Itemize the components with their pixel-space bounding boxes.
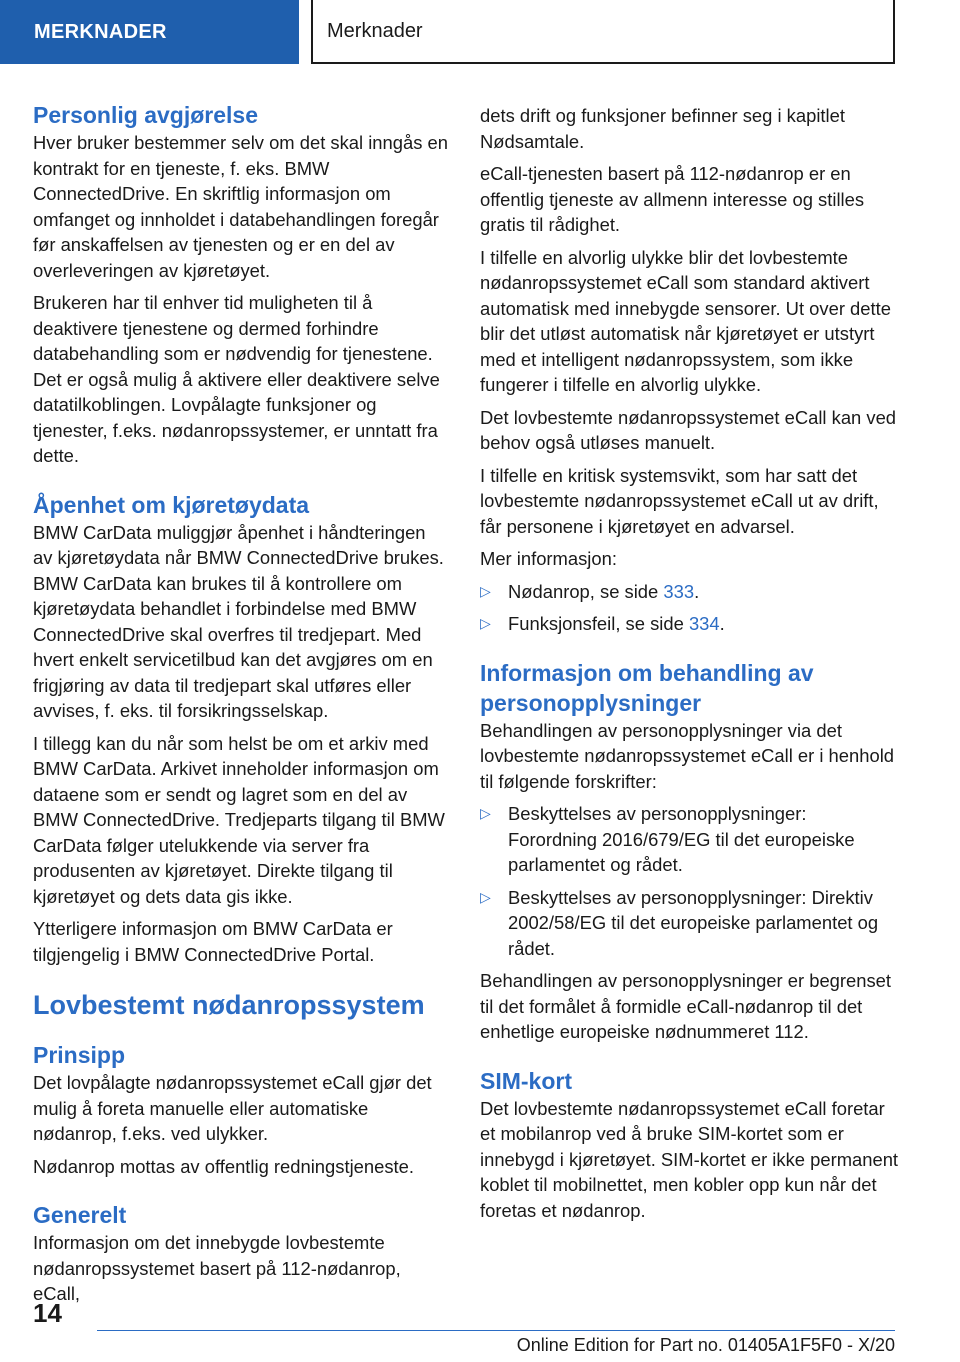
heading-sim-kort: SIM-kort: [480, 1067, 572, 1094]
list-item: ▷ Beskyttelses av personopplysninger: Direktiv 2002/58/EG til det europeiske parlamentet og rådet.: [480, 886, 879, 959]
left-column: [33, 100, 448, 1314]
right-column: [480, 103, 900, 1230]
paragraph: Informasjon om det innebygde lovbestemte nødanropssystemet basert på 112-nødanrop, eCall,: [33, 1232, 401, 1304]
paragraph: Nødanrop mottas av offentlig redningstjeneste.: [33, 1155, 414, 1177]
page-header-title: Merknader: [311, 0, 895, 64]
paragraph: Behandlingen av personopplysninger via det lovbestemte nødanropssystemet eCall er i henhold til følgende forskrifter:: [480, 719, 895, 792]
paragraph: Det lovbestemte nødanropssystemet eCall foretar et mobilanrop ved å bruke SIM-kortet som er innebygd i kjøretøyet. SIM-kortet er ikke permanent koblet til mobilnettet, men kobler opp kun når det foretas et nødanrop.: [480, 1097, 899, 1221]
heading-personlig-avgjorelse: Personlig avgjørelse: [33, 102, 258, 128]
triangle-right-icon: ▷: [480, 888, 491, 905]
heading-prinsipp: Prinsipp: [33, 1042, 126, 1068]
list-item: ▷ Nødanrop, se side 333.: [480, 579, 900, 605]
paragraph: I tilfelle en alvorlig ulykke blir det lovbestemte nødanropssystemet eCall som standard aktivert automatisk med innebygde sensorer. Ut over dette blir det utløst automatisk når kjøretøyet er utstyrt med et intelligent nødanropssystem, som ikke fungerer i tilfelle en alvorlig ulykke.: [480, 246, 891, 395]
footer-divider: [97, 1330, 895, 1331]
paragraph: Ytterligere informasjon om BMW CarData er tilgjengelig i BMW ConnectedDrive Portal.: [33, 918, 393, 965]
heading-informasjon-personopplysninger: Informasjon om behandling av personopplysninger: [480, 659, 814, 716]
paragraph: dets drift og funksjoner befinner seg i kapitlet Nødsamtale.: [480, 105, 845, 152]
triangle-right-icon: ▷: [480, 615, 491, 631]
paragraph: BMW CarData muliggjør åpenhet i håndteringen av kjøretøydata når BMW ConnectedDrive brukes. BMW CarData kan brukes til å kontrollere om kjøretøydata behandlet i forbindelse med BMW ConnectedDrive skal overfres til tredjepart. Med hvert enkelt servicetilbud kan det avgjøres om en frigjøring av data til tredjepart skal utføres eller avvises, f. eks. til forsikringsselskap.: [33, 521, 444, 721]
paragraph: Det lovpålagte nødanropssystemet eCall gjør det mulig å foreta manuelle eller automatiske nødanrop, f.eks. ved ulykker.: [33, 1072, 432, 1144]
list-item: ▷ Funksjonsfeil, se side 334.: [480, 611, 900, 637]
page-number: 14: [33, 1298, 62, 1328]
regulation-list: [480, 801, 900, 961]
paragraph: Brukeren har til enhver tid muligheten til å deaktivere tjenestene og dermed forhindre databehandling som er nødvendig for tjenestene. Det er også mulig å aktivere eller deaktivere selve datatilkoblingen. Lovpålagte funksjoner og tjenester, f.eks. nødanropssystemer, er unntatt fra dette.: [33, 292, 440, 466]
paragraph: Det lovbestemte nødanropssystemet eCall kan ved behov også utløses manuelt.: [480, 406, 897, 453]
heading-generelt: Generelt: [33, 1202, 127, 1228]
footer-edition: Online Edition for Part no. 01405A1F5F0 - X/20: [516, 1335, 895, 1355]
paragraph: Hver bruker bestemmer selv om det skal inngås en kontrakt for en tjeneste, f. eks. BMW ConnectedDrive. En skriftlig informasjon om omfanget og innholdet i databehandlingen foregår før anskaffelsen av tjenesten og er en del av overleveringen av kjøretøyet.: [33, 132, 448, 281]
list-item: ▷ Beskyttelses av personopplysninger: Forordning 2016/679/EG til det europeiske parlamentet og rådet.: [480, 803, 855, 875]
paragraph: I tillegg kan du når som helst be om et arkiv med BMW CarData. Arkivet inneholder informasjon om dataene som er sendt og lagret som en del av BMW ConnectedDrive. Tredjeparts tilgang til BMW CarData følger utelukkende via server fra produsenten av kjøretøyet. Direkte tilgang til kjøretøyet og dets data gis ikke.: [33, 732, 445, 907]
paragraph: Mer informasjon:: [480, 548, 617, 569]
heading-lovbestemt-nodanropssystem: Lovbestemt nødanropssystem: [33, 990, 425, 1020]
paragraph: Behandlingen av personopplysninger er begrenset til det formålet å formidle eCall-nødanrop til det enhetlige europeiske nødnummeret 112.: [480, 970, 892, 1042]
triangle-right-icon: ▷: [480, 805, 491, 821]
page-link-333[interactable]: 333: [663, 580, 695, 602]
section-tab: MERKNADER: [0, 0, 299, 64]
page-link-334[interactable]: 334: [688, 613, 720, 634]
reference-list: [480, 579, 900, 637]
heading-apenhet: Åpenhet om kjøretøydata: [33, 491, 310, 518]
paragraph: eCall-tjenesten basert på 112-nødanrop er en offentlig tjeneste av allmenn interesse og stilles gratis til rådighet.: [480, 163, 865, 235]
paragraph: I tilfelle en kritisk systemsvikt, som har satt det lovbestemte nødanropssystemet eCall ut av drift, får personene i kjøretøyet en advarsel.: [480, 464, 879, 537]
triangle-right-icon: ▷: [480, 582, 491, 599]
